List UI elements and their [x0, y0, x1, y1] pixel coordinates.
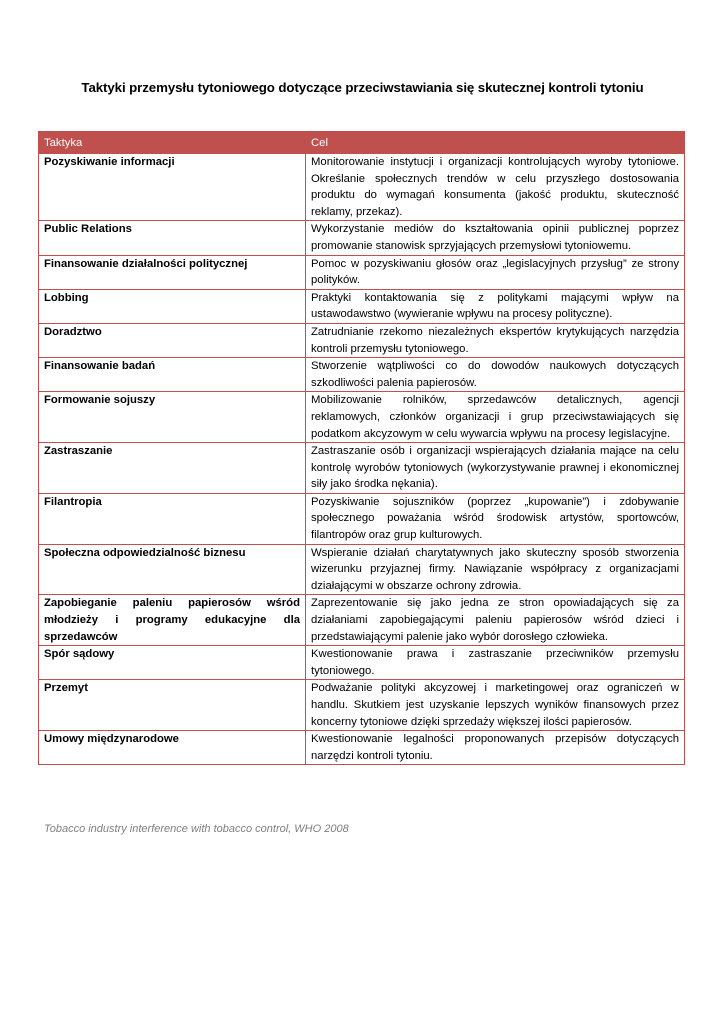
tactic-cell: Finansowanie działalności politycznej — [39, 255, 306, 289]
tactic-cell: Lobbing — [39, 289, 306, 323]
goal-cell: Zatrudnianie rzekomo niezależnych ekspertów krytykujących narzędzia kontroli przemysłu tytoniowego. — [306, 323, 685, 357]
goal-cell: Zastraszanie osób i organizacji wspierających działania mające na celu kontrolę wyrobów tytoniowych (wykorzystywanie prawnej i ekonomicznej siły jako środka nękania). — [306, 443, 685, 494]
tactic-cell: Przemyt — [39, 680, 306, 731]
tactic-cell: Zastraszanie — [39, 443, 306, 494]
goal-cell: Stworzenie wątpliwości co do dowodów naukowych dotyczących szkodliwości palenia papierosów. — [306, 358, 685, 392]
page-title: Taktyki przemysłu tytoniowego dotyczące przeciwstawiania się skutecznej kontroli tytoniu — [81, 80, 644, 95]
tactics-table — [38, 131, 685, 765]
table-row — [39, 392, 685, 443]
goal-cell: Kwestionowanie prawa i zastraszanie przeciwników przemysłu tytoniowego. — [306, 646, 685, 680]
goal-cell: Wykorzystanie mediów do kształtowania opinii publicznej poprzez promowanie stanowisk sprzyjających przemysłowi tytoniowemu. — [306, 221, 685, 255]
column-header-tactic: Taktyka — [39, 132, 306, 154]
table-row — [39, 358, 685, 392]
tactic-cell: Doradztwo — [39, 323, 306, 357]
table-row — [39, 255, 685, 289]
table-row — [39, 323, 685, 357]
goal-cell: Zaprezentowanie się jako jedna ze stron opowiadających się za działaniami zapobiegającymi paleniu papierosów wśród dzieci i przedstawiającymi palenie jako wybór dorosłego człowieka. — [306, 595, 685, 646]
tactic-cell: Spór sądowy — [39, 646, 306, 680]
table-row — [39, 680, 685, 731]
table-row — [39, 154, 685, 221]
table-row — [39, 731, 685, 765]
table-row — [39, 595, 685, 646]
tactic-cell: Zapobieganie paleniu papierosów wśród młodzieży i programy edukacyjne dla sprzedawców — [39, 595, 306, 646]
goal-cell: Pomoc w pozyskiwaniu głosów oraz „legislacyjnych przysług” ze strony polityków. — [306, 255, 685, 289]
tactic-cell: Finansowanie badań — [39, 358, 306, 392]
goal-cell: Podważanie polityki akcyzowej i marketingowej oraz ograniczeń w handlu. Skutkiem jest uzyskanie lepszych wyników finansowych przez koncerny tytoniowe dzięki sprzedaży większej ilości papierosów. — [306, 680, 685, 731]
table-row — [39, 544, 685, 595]
table-row — [39, 221, 685, 255]
table-row — [39, 443, 685, 494]
column-header-goal: Cel — [306, 132, 685, 154]
tactic-cell: Filantropia — [39, 493, 306, 544]
source-citation: Tobacco industry interference with tobacco control, WHO 2008 — [44, 823, 349, 835]
tactic-cell: Pozyskiwanie informacji — [39, 154, 306, 221]
goal-cell: Praktyki kontaktowania się z politykami mającymi wpływ na ustawodawstwo (wywieranie wpływu na procesy polityczne). — [306, 289, 685, 323]
goal-cell: Pozyskiwanie sojuszników (poprzez „kupowanie”) i zdobywanie społecznego poważania wśród środowisk artystów, sportowców, filantropów oraz grup kulturowych. — [306, 493, 685, 544]
goal-cell: Kwestionowanie legalności proponowanych przepisów dotyczących narzędzi kontroli tytoniu. — [306, 731, 685, 765]
goal-cell: Monitorowanie instytucji i organizacji kontrolujących wyroby tytoniowe. Określanie społecznych trendów w celu przyszłego dostosowania produktu do wymagań konsumenta (jakość produktu, skuteczność reklamy, przekaz). — [306, 154, 685, 221]
table-row — [39, 493, 685, 544]
table-row — [39, 289, 685, 323]
goal-cell: Mobilizowanie rolników, sprzedawców detalicznych, agencji reklamowych, członków organizacji i grup przeciwstawiających się podatkom akcyzowym w celu wywarcia wpływu na procesy legislacyjne. — [306, 392, 685, 443]
tactic-cell: Społeczna odpowiedzialność biznesu — [39, 544, 306, 595]
table-header-row — [39, 132, 685, 154]
goal-cell: Wspieranie działań charytatywnych jako skuteczny sposób stworzenia wizerunku przyjaznej firmy. Nawiązanie współpracy z organizacjami działającymi w obszarze ochrony zdrowia. — [306, 544, 685, 595]
tactic-cell: Formowanie sojuszy — [39, 392, 306, 443]
tactic-cell: Umowy międzynarodowe — [39, 731, 306, 765]
table-row — [39, 646, 685, 680]
tactic-cell: Public Relations — [39, 221, 306, 255]
